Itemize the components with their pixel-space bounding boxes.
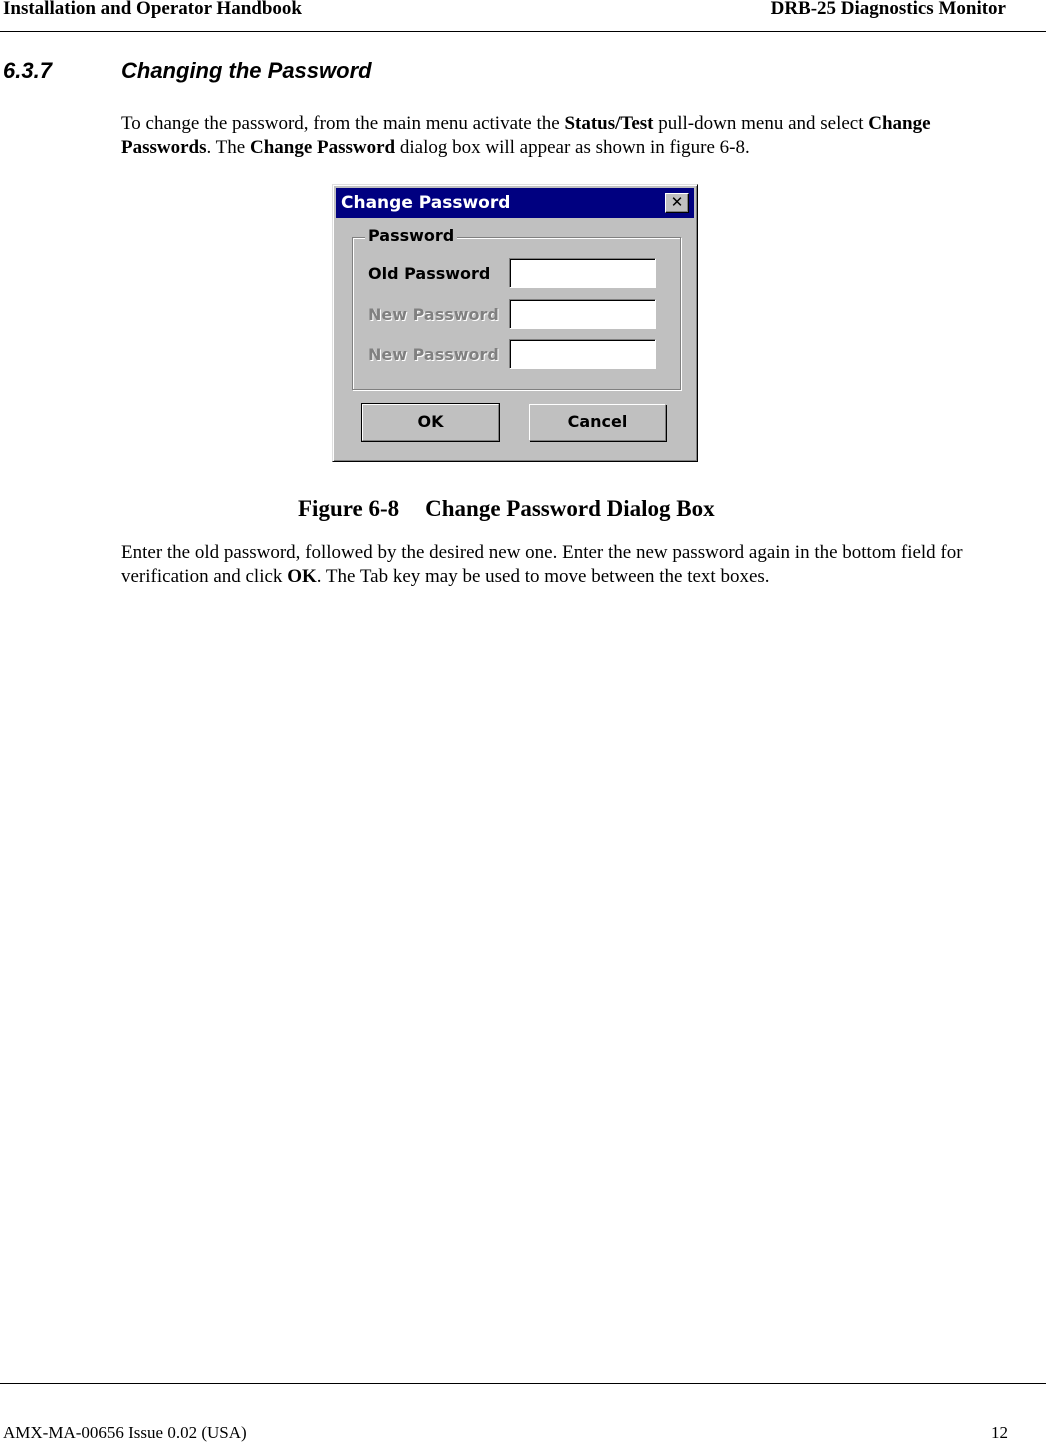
ok-reference: OK [287, 566, 317, 587]
header-document-title: Installation and Operator Handbook [3, 0, 302, 19]
dialog-titlebar[interactable] [336, 188, 694, 218]
intro-text: . The [206, 137, 250, 158]
intro-text: dialog box will appear as shown in figure 6-8. [395, 137, 750, 158]
instructions-text: Enter the old password, followed by the desired new one. Enter the new password again in the bottom field for verification and click [121, 542, 963, 587]
menu-name-status-test: Status/Test [564, 113, 654, 134]
change-password-dialog [332, 184, 698, 462]
instructions-paragraph [121, 541, 1021, 589]
header-divider [0, 31, 1046, 32]
cancel-button[interactable]: Cancel [529, 404, 666, 441]
intro-text: pull-down menu and select [653, 113, 869, 134]
confirm-password-input[interactable] [509, 339, 656, 369]
old-password-input[interactable] [509, 258, 656, 288]
close-button[interactable] [665, 193, 689, 213]
old-password-label: Old Password [368, 264, 491, 283]
section-number: 6.3.7 [3, 58, 52, 83]
password-groupbox [352, 226, 681, 390]
ok-button[interactable]: OK [362, 404, 499, 441]
page-number: 12 [991, 1423, 1008, 1442]
figure-number: Figure 6-8 [298, 496, 400, 521]
dialog-title: Change Password [341, 193, 511, 213]
dialog-name: Change Password [249, 137, 396, 158]
footer-divider [0, 1383, 1046, 1384]
close-icon: ✕ [670, 193, 684, 211]
groupbox-label: Password [365, 226, 457, 245]
confirm-password-label: New Password [368, 345, 499, 364]
intro-paragraph [121, 112, 1021, 160]
figure-caption [298, 496, 715, 522]
instructions-text: . The Tab key may be used to move between the text boxes. [316, 566, 770, 587]
intro-text: To change the password, from the main menu activate the [121, 113, 565, 134]
new-password-input[interactable] [509, 299, 656, 329]
menu-item-change-passwords: Change Passwords [121, 113, 931, 158]
section-heading [3, 58, 372, 84]
header-product-name: DRB-25 Diagnostics Monitor [770, 0, 1006, 19]
section-title: Changing the Password [121, 58, 372, 83]
figure-title: Change Password Dialog Box [425, 496, 715, 521]
new-password-label: New Password [368, 305, 499, 324]
footer-document-id: AMX-MA-00656 Issue 0.02 (USA) [3, 1423, 247, 1442]
